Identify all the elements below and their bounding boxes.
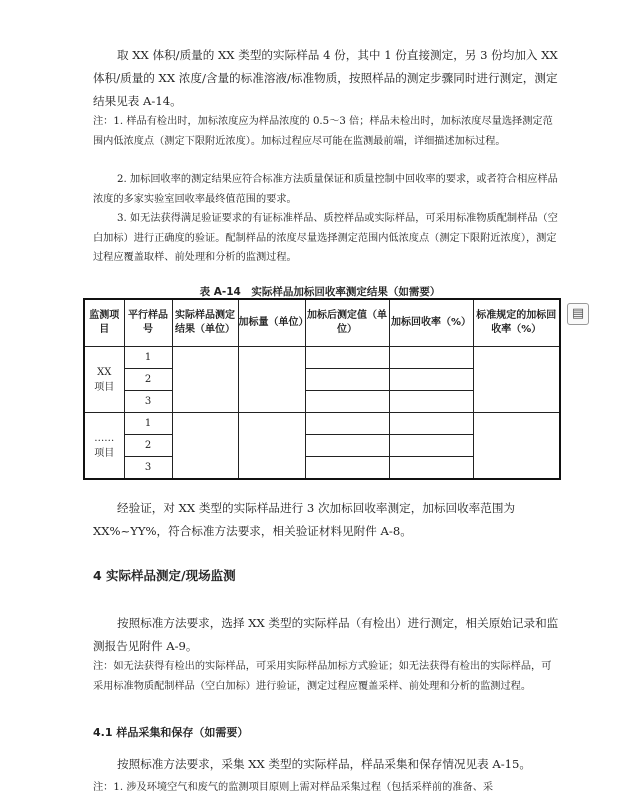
- item-sub: 项目: [94, 381, 115, 393]
- header-spike-amount: 加标量（单位）: [238, 299, 305, 347]
- item-sub: 项目: [94, 447, 115, 459]
- note-section-4: 注：如无法获得有检出的实际样品，可采用实际样品加标方式验证；如无法获得有检出的实际样品，可采用标准物质配制样品（空白加标）进行验证，测定过程应覆盖采样、前处理和分析的监测过程。: [93, 661, 552, 692]
- actual-result-cell: [172, 413, 238, 480]
- header-parallel: 平行样品号: [124, 299, 172, 347]
- section-4-1-heading: 4.1 样品采集和保存（如需要）: [93, 726, 249, 739]
- after-spike-cell: [305, 435, 389, 457]
- recovery-cell: [389, 435, 473, 457]
- header-item: 监测项目: [84, 299, 124, 347]
- actual-result-cell: [172, 347, 238, 413]
- recovery-cell: [389, 457, 473, 480]
- after-spike-cell: [305, 391, 389, 413]
- parallel-number: 2: [124, 369, 172, 391]
- standard-recovery-cell: [473, 413, 560, 480]
- note-1: 注：1. 样品有检出时，加标浓度应为样品浓度的 0.5～3 倍；样品未检出时，加标浓度尽量选择测定范围内低浓度点（测定下限附近浓度）。加标过程应尽可能在监测最前端，详细描述加标过程。: [93, 116, 553, 147]
- section-4-1-paragraph: 按照标准方法要求，采集 XX 类型的实际样品，样品采集和保存情况见表 A-15。: [117, 757, 532, 771]
- recovery-table: [83, 298, 561, 480]
- section-4-heading: 4 实际样品测定/现场监测: [93, 568, 236, 583]
- parallel-number: 1: [124, 413, 172, 435]
- table-row: [84, 413, 560, 435]
- table-header-row: [84, 299, 560, 347]
- table-caption: 表 A-14 实际样品加标回收率测定结果（如需要）: [199, 286, 441, 298]
- after-spike-cell: [305, 369, 389, 391]
- parallel-number: 1: [124, 347, 172, 369]
- intro-paragraph: 取 XX 体积/质量的 XX 类型的实际样品 4 份，其中 1 份直接测定，另 3 份均加入 XX 体积/质量的 XX 浓度/含量的标准溶液/标准物质，按照样品的测定步骤同时进行测定，测定结果见表 A-14。: [93, 48, 558, 108]
- item-name: XX: [97, 366, 112, 378]
- header-actual-result: 实际样品测定结果（单位）: [172, 299, 238, 347]
- verification-paragraph: 经验证，对 XX 类型的实际样品进行 3 次加标回收率测定，加标回收率范围为 XX%~YY%，符合标准方法要求，相关验证材料见附件 A-8。: [93, 501, 516, 538]
- note-3: 3. 如无法获得满足验证要求的有证标准样品、质控样品或实际样品，可采用标准物质配制样品（空白加标）进行正确度的验证。配制样品的浓度尽量选择测定范围内低浓度点（测定下限附近浓度），测定过程应覆盖取样、前处理和分析的监测过程。: [93, 213, 558, 263]
- header-recovery: 加标回收率（%）: [389, 299, 473, 347]
- recovery-cell: [389, 413, 473, 435]
- recovery-cell: [389, 347, 473, 369]
- spike-amount-cell: [238, 413, 305, 480]
- recovery-cell: [389, 369, 473, 391]
- note-section-4-1: 注：1. 涉及环境空气和废气的监测项目原则上需对样品采集过程（包括采样前的准备、采: [93, 782, 494, 793]
- parallel-number: 3: [124, 391, 172, 413]
- spike-amount-cell: [238, 347, 305, 413]
- after-spike-cell: [305, 457, 389, 480]
- item-cell: [84, 413, 124, 480]
- parallel-number: 2: [124, 435, 172, 457]
- item-cell: [84, 347, 124, 413]
- recovery-cell: [389, 391, 473, 413]
- standard-recovery-cell: [473, 347, 560, 413]
- item-name: ……: [94, 432, 115, 444]
- document-icon[interactable]: ▤: [567, 303, 589, 325]
- header-after-spike: 加标后测定值（单位）: [305, 299, 389, 347]
- header-standard-recovery: 标准规定的加标回收率（%）: [473, 299, 560, 347]
- table-row: [84, 347, 560, 369]
- note-2: 2. 加标回收率的测定结果应符合标准方法质量保证和质量控制中回收率的要求，或者符合相应样品浓度的多家实验室回收率最终值范围的要求。: [93, 174, 558, 205]
- parallel-number: 3: [124, 457, 172, 480]
- section-4-paragraph: 按照标准方法要求，选择 XX 类型的实际样品（有检出）进行测定，相关原始记录和监测报告见附件 A-9。: [93, 616, 559, 653]
- after-spike-cell: [305, 347, 389, 369]
- after-spike-cell: [305, 413, 389, 435]
